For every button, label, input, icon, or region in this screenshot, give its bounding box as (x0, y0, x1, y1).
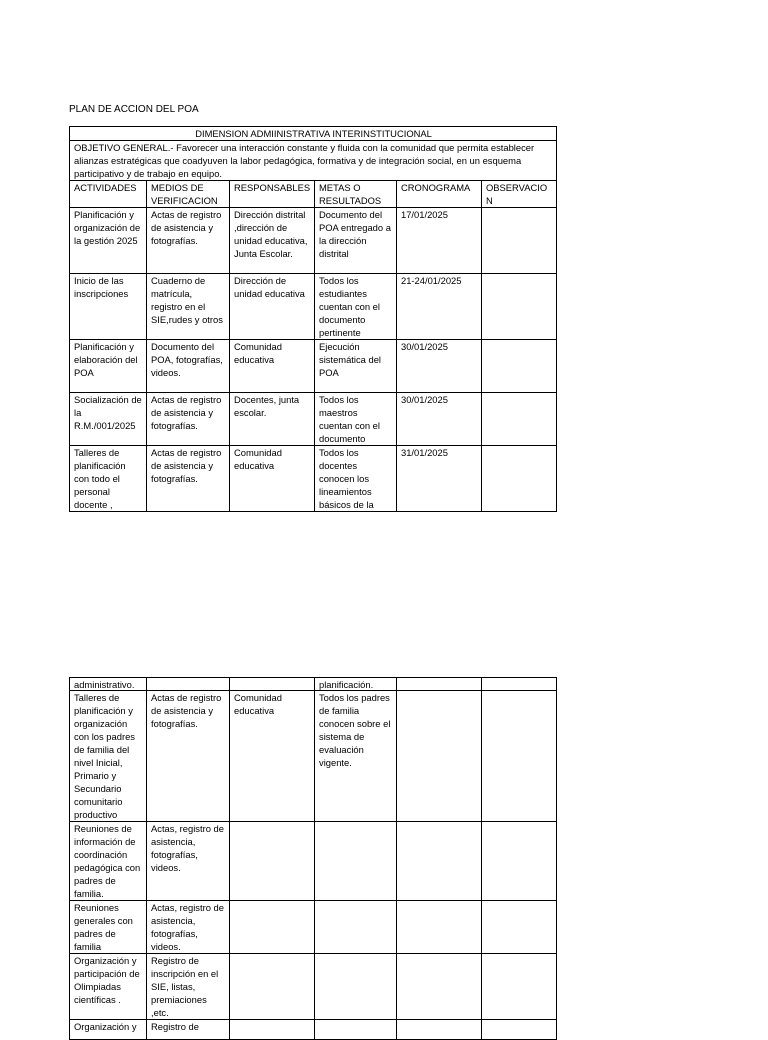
cell-text: Reuniones generales con padres de familia (74, 902, 133, 952)
cell-text: Cuaderno de matrícula, registro en el SIE,rudes y otros (151, 275, 223, 325)
header-cell: CRONOGRAMA (397, 181, 482, 208)
header-cell: METAS O RESULTADOS (315, 181, 397, 208)
cell-text: 30/01/2025 (401, 394, 448, 405)
cell-text: Todos los estudiantes cuentan con el documento pertinente (319, 275, 380, 338)
cell-text: 31/01/2025 (401, 447, 448, 458)
table-row (70, 340, 557, 393)
table-cell (70, 393, 147, 446)
table-cell (70, 340, 147, 393)
general-objective: OBJETIVO GENERAL.- Favorecer una interacción constante y fluida con la comunidad que permita establecer alianzas estratégicas que coadyuven la labor pedagógica, formativa y de integración social, en un esquema participativo y de trabajo en equipo. (70, 141, 557, 181)
table-cell (70, 822, 147, 901)
action-plan-table (69, 126, 557, 512)
cell-text: Planificación y elaboración del POA (74, 341, 138, 378)
cell-text: Registro de inscripción en el SIE, listas, premiaciones ,etc. (151, 955, 219, 1018)
cell-text: Comunidad educativa (234, 447, 282, 471)
cell-text: Talleres de planificación y organización con los padres de familia del nivel Inicial, Primario y Secundario comunitario productivo (74, 692, 135, 820)
table-cell (397, 901, 482, 954)
table-cell (397, 446, 482, 512)
table-cell (70, 274, 147, 340)
table-row (70, 393, 557, 446)
table-cell (482, 393, 557, 446)
table-cell (482, 208, 557, 274)
table-cell (230, 340, 315, 393)
table-cell (315, 691, 397, 822)
table-cell (482, 822, 557, 901)
document-title: PLAN DE ACCION DEL POA (69, 104, 199, 115)
table-cell (482, 954, 557, 1020)
table-cell (70, 691, 147, 822)
table-cell (315, 901, 397, 954)
table-cell (315, 678, 397, 691)
table-row (70, 901, 557, 954)
table-cell (70, 901, 147, 954)
table-row (70, 274, 557, 340)
table-cell (482, 340, 557, 393)
table-cell (230, 691, 315, 822)
header-cell: RESPONSABLES (230, 181, 315, 208)
table-cell (315, 446, 397, 512)
table-row (70, 691, 557, 822)
table-cell (147, 340, 230, 393)
table-cell (147, 954, 230, 1020)
objective-row (70, 141, 557, 181)
action-plan-table-continued (69, 677, 557, 1040)
table-cell (397, 340, 482, 393)
table-cell (147, 393, 230, 446)
cell-text: Docentes, junta escolar. (234, 394, 300, 418)
table-cell (397, 208, 482, 274)
table-cell (70, 446, 147, 512)
cell-text: administrativo. (74, 679, 135, 690)
table-row (70, 822, 557, 901)
dimension-heading: DIMENSION ADMIINISTRATIVA INTERINSTITUCIONAL (70, 127, 557, 141)
table-cell (230, 822, 315, 901)
cell-text: Dirección de unidad educativa (234, 275, 305, 299)
cell-text: Organización y participación de Olimpiadas científicas . (74, 955, 140, 1005)
table-row (70, 678, 557, 691)
table-cell (147, 446, 230, 512)
cell-text: Comunidad educativa (234, 341, 282, 365)
table-cell (397, 954, 482, 1020)
table-cell (230, 393, 315, 446)
cell-text: 30/01/2025 (401, 341, 448, 352)
table-row (70, 1020, 557, 1040)
cell-text: Actas, registro de asistencia, fotografías, videos. (151, 823, 224, 873)
dimension-row (70, 127, 557, 141)
cell-text: Talleres de planificación con todo el personal docente , (74, 447, 126, 510)
cell-text: Actas de registro de asistencia y fotografías. (151, 394, 222, 431)
table-cell (147, 822, 230, 901)
cell-text: Reuniones de información de coordinación pedagógica con padres de familia. (74, 823, 141, 899)
table-cell (230, 678, 315, 691)
cell-text: Planificación y organización de la gestión 2025 (74, 209, 141, 246)
cell-text: 21-24/01/2025 (401, 275, 462, 286)
table-cell (397, 691, 482, 822)
cell-text: planificación. (319, 679, 374, 690)
table-cell (147, 901, 230, 954)
cell-text: Todos los docentes conocen los lineamientos básicos de la (319, 447, 374, 510)
cell-text: Socialización de la R.M./001/2025 (74, 394, 142, 431)
table-cell (230, 274, 315, 340)
cell-text: 17/01/2025 (401, 209, 448, 220)
table-cell (147, 208, 230, 274)
cell-text: Organización y (74, 1021, 137, 1032)
table-cell (315, 1020, 397, 1040)
cell-text: Todos los maestros cuentan con el documento (319, 394, 380, 444)
table-cell (482, 901, 557, 954)
table-row (70, 208, 557, 274)
table-cell (482, 1020, 557, 1040)
table-cell (482, 446, 557, 512)
table-cell (397, 822, 482, 901)
header-cell: ACTIVIDADES (70, 181, 147, 208)
cell-text: Documento del POA entregado a la dirección distrital (319, 209, 391, 259)
cell-text: Registro de (151, 1021, 199, 1032)
cell-text: Actas de registro de asistencia y fotografías. (151, 209, 222, 246)
table-cell (147, 691, 230, 822)
table-cell (147, 678, 230, 691)
table-cell (482, 691, 557, 822)
table-cell (70, 954, 147, 1020)
table-cell (230, 1020, 315, 1040)
table-cell (230, 954, 315, 1020)
table-cell (70, 678, 147, 691)
table-cell (397, 393, 482, 446)
cell-text: Inicio de las inscripciones (74, 275, 129, 299)
header-cell: MEDIOS DE VERIFICACION (147, 181, 230, 208)
cell-text: Comunidad educativa (234, 692, 282, 716)
table-cell (482, 678, 557, 691)
cell-text: Dirección distrital ,dirección de unidad educativa, Junta Escolar. (234, 209, 308, 259)
table-cell (397, 274, 482, 340)
cell-text: Actas de registro de asistencia y fotografías. (151, 692, 222, 729)
table-cell (147, 274, 230, 340)
cell-text: Todos los padres de familia conocen sobre el sistema de evaluación vigente. (319, 692, 391, 768)
table-row (70, 954, 557, 1020)
table-cell (397, 1020, 482, 1040)
header-row (70, 181, 557, 208)
table-cell (230, 901, 315, 954)
cell-text: Documento del POA, fotografías, videos. (151, 341, 223, 378)
table-cell (315, 822, 397, 901)
cell-text: Ejecución sistemática del POA (319, 341, 382, 378)
table-cell (315, 340, 397, 393)
table-row (70, 446, 557, 512)
table-cell (397, 678, 482, 691)
table-cell (70, 208, 147, 274)
table-cell (315, 954, 397, 1020)
cell-text: Actas, registro de asistencia, fotografías, videos. (151, 902, 224, 952)
table-cell (315, 208, 397, 274)
table-cell (147, 1020, 230, 1040)
table-cell (482, 274, 557, 340)
table-cell (230, 208, 315, 274)
table-cell (230, 446, 315, 512)
cell-text: Actas de registro de asistencia y fotografías. (151, 447, 222, 484)
table-cell (315, 393, 397, 446)
header-cell: OBSERVACION (482, 181, 557, 208)
table-cell (70, 1020, 147, 1040)
table-cell (315, 274, 397, 340)
